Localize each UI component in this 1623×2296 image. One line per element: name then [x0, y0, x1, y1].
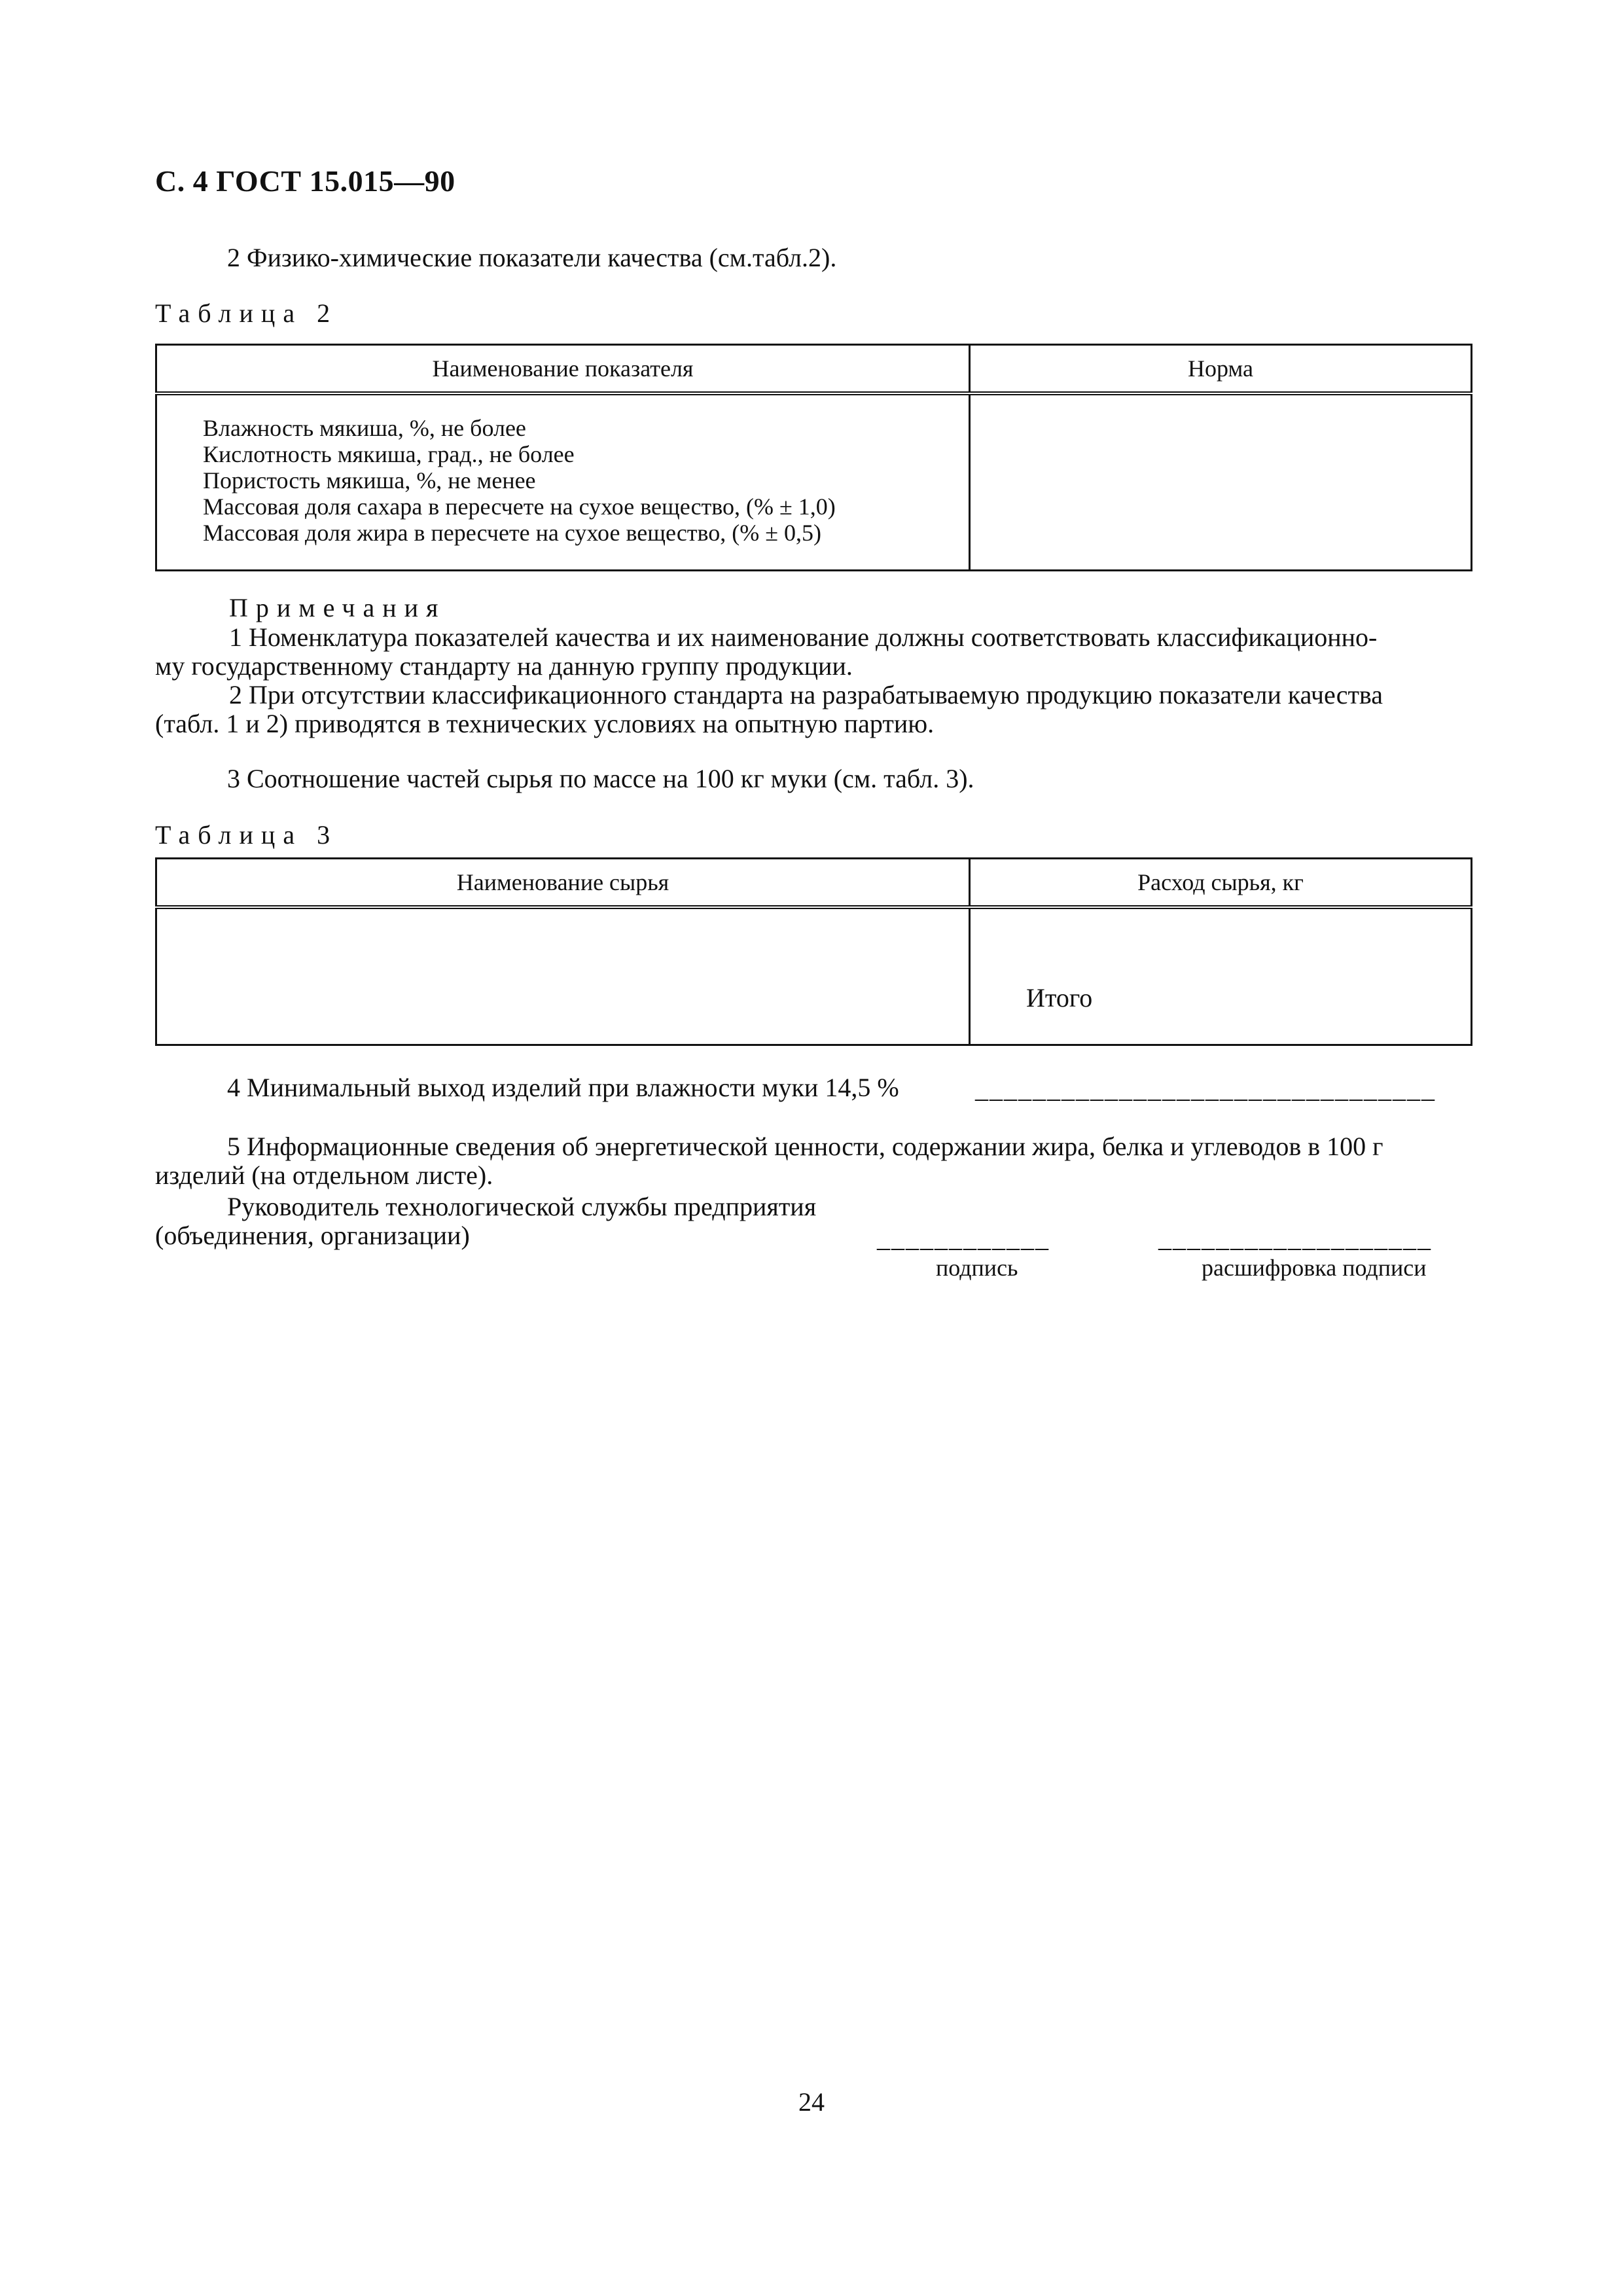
page-header-title: С. 4 ГОСТ 15.015—90 [155, 164, 455, 198]
table-2 [155, 344, 1472, 571]
table-3-raw-material-cell [156, 907, 970, 1045]
table-2-header-row [156, 345, 1472, 394]
indicator-fat-fraction: Массовая доля жира в пересчете на сухое вещество, (% ± 0,5) [203, 520, 821, 546]
signature-role-line-2: (объединения, организации) [155, 1221, 470, 1250]
section-5-line-2: изделий (на отдельном листе). [155, 1160, 493, 1190]
table-2-body-row [156, 393, 1472, 570]
page-number: 24 [798, 2087, 825, 2117]
name-decode-blank-line: ___________________ [1158, 1223, 1432, 1253]
notes-title: Примечания [229, 593, 446, 622]
table-3-consumption-cell [970, 907, 1472, 1045]
indicator-porosity: Пористость мякиша, %, не менее [203, 467, 536, 493]
table-2-header-indicator: Наименование показателя [156, 345, 970, 394]
signature-blank-line: ____________ [877, 1223, 1050, 1253]
section-4-blank-line: ________________________________ [975, 1074, 1436, 1103]
indicator-sugar-fraction: Массовая доля сахара в пересчете на сухое вещество, (% ± 1,0) [203, 493, 836, 520]
indicator-moisture: Влажность мякиша, %, не более [203, 415, 526, 441]
note-1-line-2: му государственному стандарту на данную группу продукции. [155, 651, 853, 681]
section-4-text: 4 Минимальный выход изделий при влажности муки 14,5 % [227, 1073, 899, 1102]
table-3-caption: Таблица 3 [155, 820, 338, 850]
signature-role-line-1: Руководитель технологической службы предприятия [227, 1192, 817, 1221]
table-3-header-raw-material: Наименование сырья [156, 859, 970, 908]
table-2-norm-cell [970, 393, 1472, 570]
table-2-header-norm: Норма [970, 345, 1472, 394]
indicator-acidity: Кислотность мякиша, град., не более [203, 441, 575, 467]
signature-label: подпись [936, 1255, 1018, 1281]
section-5-line-1: 5 Информационные сведения об энергетической ценности, содержании жира, белка и углеводов в 100 г [227, 1132, 1383, 1161]
name-decode-label: расшифровка подписи [1202, 1255, 1427, 1281]
note-1-line-1: 1 Номенклатура показателей качества и их наименование должны соответствовать классификационно- [229, 622, 1378, 652]
note-2-line-1: 2 При отсутствии классификационного стандарта на разрабатываемую продукцию показатели качества [229, 680, 1383, 709]
section-2-text: 2 Физико-химические показатели качества (см.табл.2). [227, 243, 837, 272]
table-3-header-row [156, 859, 1472, 908]
table-3-body-row [156, 907, 1472, 1045]
table-3-header-consumption: Расход сырья, кг [970, 859, 1472, 908]
table-3 [155, 857, 1472, 1046]
section-3-text: 3 Соотношение частей сырья по массе на 100 кг муки (см. табл. 3). [227, 764, 974, 793]
note-2-line-2: (табл. 1 и 2) приводятся в технических условиях на опытную партию. [155, 709, 935, 738]
table-3-total-label: Итого [1026, 983, 1093, 1013]
table-2-caption: Таблица 2 [155, 298, 338, 328]
table-2-indicator-list [156, 393, 970, 570]
